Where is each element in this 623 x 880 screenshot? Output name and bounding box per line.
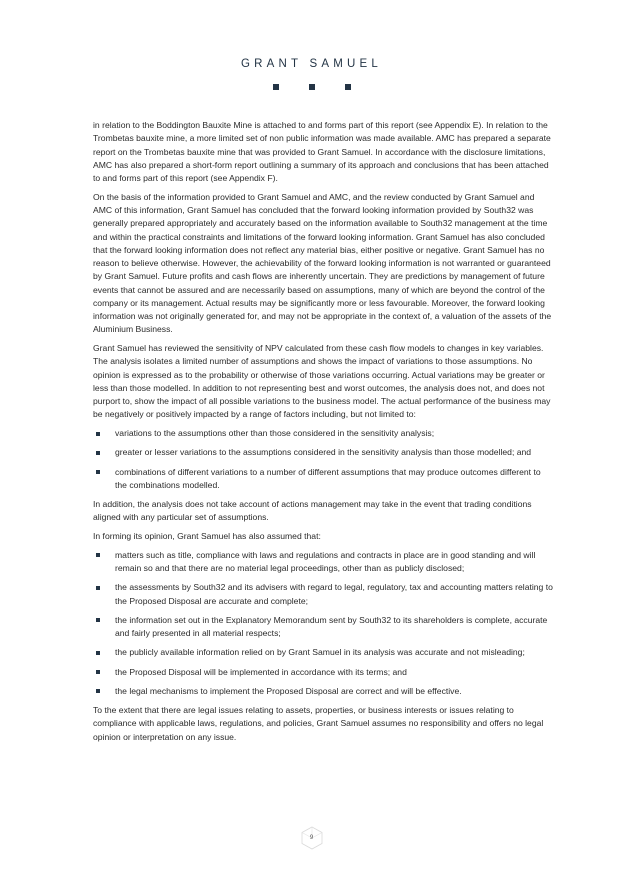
list-item-text: the legal mechanisms to implement the Proposed Disposal are correct and will be effective.	[115, 685, 462, 696]
list-item-text: variations to the assumptions other than those considered in the sensitivity analysis;	[115, 428, 435, 438]
paragraph: On the basis of the information provided to Grant Samuel and AMC, and the review conducted by Grant Samuel and AMC of this information, Grant Samuel has concluded that the forward looking information provided by South32 was generally prepared appropriately and accurately based on the information available to South32 management at the time and within the practical constraints and limitations of the forward looking information. Grant Samuel has also concluded that the forward looking information does not reflect any material bias, either positive or negative. Grant Samuel has no reason to believe otherwise. However, the achievability of the forward looking information is not warranted or guaranteed by Grant Samuel. Future profits and cash flows are inherently uncertain. They are predictions by management of future events that cannot be assured and are necessarily based on assumptions, many of which are beyond the control of the company or its management. Actual results may be significantly more or less favourable. Moreover, the forward looking information was not originally generated for, and may not be appropriate in the context of, a valuation of the assets of the Aluminium Business.	[93, 191, 552, 335]
paragraph: In addition, the analysis does not take account of actions management may take in the event that trading conditions aligned with any particular set of assumptions.	[93, 499, 532, 523]
page-number: 9	[309, 835, 314, 841]
list-item	[93, 549, 554, 576]
list-item	[93, 427, 554, 440]
paragraph: In forming its opinion, Grant Samuel has also assumed that:	[93, 531, 321, 541]
bullet-square-icon	[96, 670, 100, 674]
assumptions-list	[93, 549, 554, 698]
list-item	[93, 614, 554, 641]
page-footer	[0, 826, 623, 850]
grant-samuel-logo: GRANT SAMUEL	[241, 58, 382, 70]
list-item	[93, 685, 554, 698]
bullet-square-icon	[96, 470, 100, 474]
bullet-square-icon	[96, 651, 100, 655]
logo-dot	[309, 84, 315, 90]
list-item	[93, 581, 554, 608]
list-item-text: the publicly available information relied on by Grant Samuel in its analysis was accurate and not misleading;	[115, 647, 525, 658]
list-item	[93, 446, 554, 459]
bullet-square-icon	[96, 689, 100, 693]
logo-dot	[273, 84, 279, 90]
bullet-square-icon	[96, 618, 100, 622]
list-item	[93, 466, 554, 493]
bullet-square-icon	[96, 451, 100, 455]
paragraph: in relation to the Boddington Bauxite Mine is attached to and forms part of this report (see Appendix E). In relation to the Trombetas bauxite mine, a more limited set of non public information was made available. AMC has prepared a separate report on the Trombetas bauxite mine that was provided to Grant Samuel. In accordance with the disclosure limitations, AMC has also prepared a short-form report outlining a summary of its approach and conclusions that has been attached to and forms part of this report (see Appendix F).	[93, 120, 551, 183]
paragraph: To the extent that there are legal issues relating to assets, properties, or business interests or issues relating to compliance with applicable laws, regulations, and policies, Grant Samuel assumes no responsibility and offers no legal opinion or interpretation on any issue.	[93, 705, 544, 742]
bullet-square-icon	[96, 553, 100, 557]
bullet-square-icon	[96, 586, 100, 590]
logo-dot	[345, 84, 351, 90]
page-number-badge	[301, 826, 323, 850]
page-header	[0, 58, 623, 90]
list-item-text: the Proposed Disposal will be implemented in accordance with its terms; and	[115, 666, 407, 677]
list-item-text: combinations of different variations to a number of different assumptions that may produce outcomes different to the combinations modelled.	[115, 466, 541, 490]
list-item-text: the assessments by South32 and its advisers with regard to legal, regulatory, tax and accounting matters relating to the Proposed Disposal are accurate and complete;	[115, 582, 553, 606]
bullet-square-icon	[96, 432, 100, 436]
paragraph: Grant Samuel has reviewed the sensitivity of NPV calculated from these cash flow models to changes in key variables. The analysis isolates a limited number of assumptions and shows the impact of variations to those assumptions. No opinion is expressed as to the probability or otherwise of those variations occurring. Actual variations may be greater or less than those modelled. In addition to not representing best and worst outcomes, the analysis does not, and does not purport to, show the impact of all possible variations to the business model. The actual performance of the business may be negatively or positively impacted by a range of factors including, but not limited to:	[93, 343, 551, 420]
logo-dots	[0, 84, 623, 90]
sensitivity-factors-list	[93, 427, 554, 492]
list-item	[93, 666, 554, 679]
list-item-text: matters such as title, compliance with laws and regulations and contracts in place are in good standing and will remain so and that there are no material legal proceedings, other than as publicly disclosed;	[115, 549, 536, 573]
list-item-text: greater or lesser variations to the assumptions considered in the sensitivity analysis than those modelled; and	[115, 447, 532, 458]
list-item-text: the information set out in the Explanatory Memorandum sent by South32 to its shareholders is complete, accurate and fairly presented in all material respects;	[115, 614, 548, 638]
document-body	[93, 119, 554, 749]
list-item	[93, 646, 554, 659]
